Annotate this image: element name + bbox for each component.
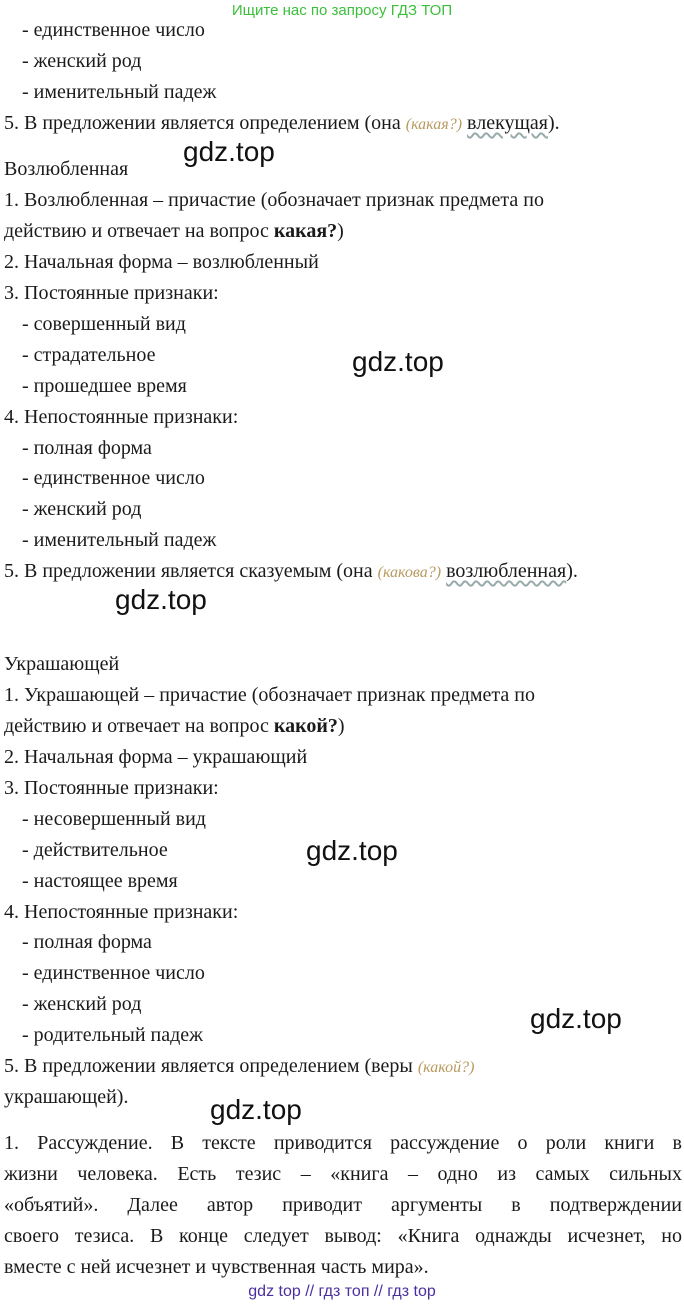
analysis-line: 3. Постоянные признаки: — [4, 282, 219, 304]
underlined-word: влекущая — [467, 112, 548, 134]
syntax-role-line: украшающей). — [4, 1086, 129, 1108]
analysis-line: действию и отвечает на вопрос какой?) — [4, 715, 345, 737]
list-item: - страдательное — [22, 344, 156, 366]
list-item: - действительное — [22, 839, 168, 861]
list-item: - единственное число — [22, 467, 205, 489]
watermark: gdz.top — [352, 346, 444, 377]
analysis-line: 4. Непостоянные признаки: — [4, 406, 239, 428]
analysis-line: 1. Украшающей – причастие (обозначает признак предмета по — [4, 684, 535, 706]
search-banner: Ищите нас по запросу ГДЗ ТОП — [231, 2, 453, 19]
analysis-line: 4. Непостоянные признаки: — [4, 901, 239, 923]
analysis-line: 2. Начальная форма – украшающий — [4, 746, 308, 768]
list-item: - именительный падеж — [22, 81, 217, 103]
paragraph-line: «объятий». Далее автор приводит аргументы в подтверждении — [4, 1194, 682, 1216]
watermark: gdz.top — [115, 584, 207, 615]
syntax-role-line: 5. В предложении является сказуемым (она (какова?) возлюбленная). — [4, 560, 578, 582]
question-hint: (какой?) — [417, 1059, 475, 1076]
syntax-role-line: 5. В предложении является определением (веры (какой?) — [4, 1055, 475, 1077]
list-item: - настоящее время — [22, 870, 178, 892]
paragraph-line: 1. Рассуждение. В тексте приводится рассуждение о роли книги в — [4, 1132, 682, 1154]
analysis-line: действию и отвечает на вопрос какая?) — [4, 220, 344, 242]
list-item: - полная форма — [22, 931, 152, 953]
watermark: gdz.top — [530, 1003, 622, 1034]
analysis-line: 1. Возлюбленная – причастие (обозначает признак предмета по — [4, 189, 544, 211]
list-item: - женский род — [22, 498, 142, 520]
underlined-word: возлюбленная — [446, 560, 567, 582]
watermark: gdz.top — [210, 1094, 302, 1125]
paragraph-line: своего тезиса. В конце следует вывод: «Книга однажды исчезнет, но — [4, 1225, 682, 1247]
list-item: - родительный падеж — [22, 1024, 203, 1046]
list-item: - именительный падеж — [22, 529, 217, 551]
analysis-line: 3. Постоянные признаки: — [4, 777, 219, 799]
list-item: - прошедшее время — [22, 375, 187, 397]
list-item: - единственное число — [22, 19, 205, 41]
section-title: Украшающей — [4, 653, 120, 675]
list-item: - единственное число — [22, 962, 205, 984]
paragraph-line: вместе с ней исчезнет и чувственная часть мира». — [4, 1256, 429, 1278]
analysis-line: 2. Начальная форма – возлюбленный — [4, 251, 319, 273]
footer-watermark: gdz top // гдз топ // гдз top — [248, 1283, 436, 1300]
list-item: - женский род — [22, 993, 142, 1015]
section-title: Возлюбленная — [4, 158, 129, 180]
paragraph-line: жизни человека. Есть тезис – «книга – одно из самых сильных — [4, 1163, 682, 1185]
list-item: - совершенный вид — [22, 313, 186, 335]
list-item: - женский род — [22, 50, 142, 72]
syntax-role-line: 5. В предложении является определением (она (какая?) влекущая). — [4, 112, 560, 134]
watermark: gdz.top — [183, 136, 275, 167]
question-hint: (какова?) — [377, 564, 442, 581]
question-hint: (какая?) — [405, 116, 463, 133]
list-item: - полная форма — [22, 437, 152, 459]
list-item: - несовершенный вид — [22, 808, 206, 830]
watermark: gdz.top — [306, 835, 398, 866]
